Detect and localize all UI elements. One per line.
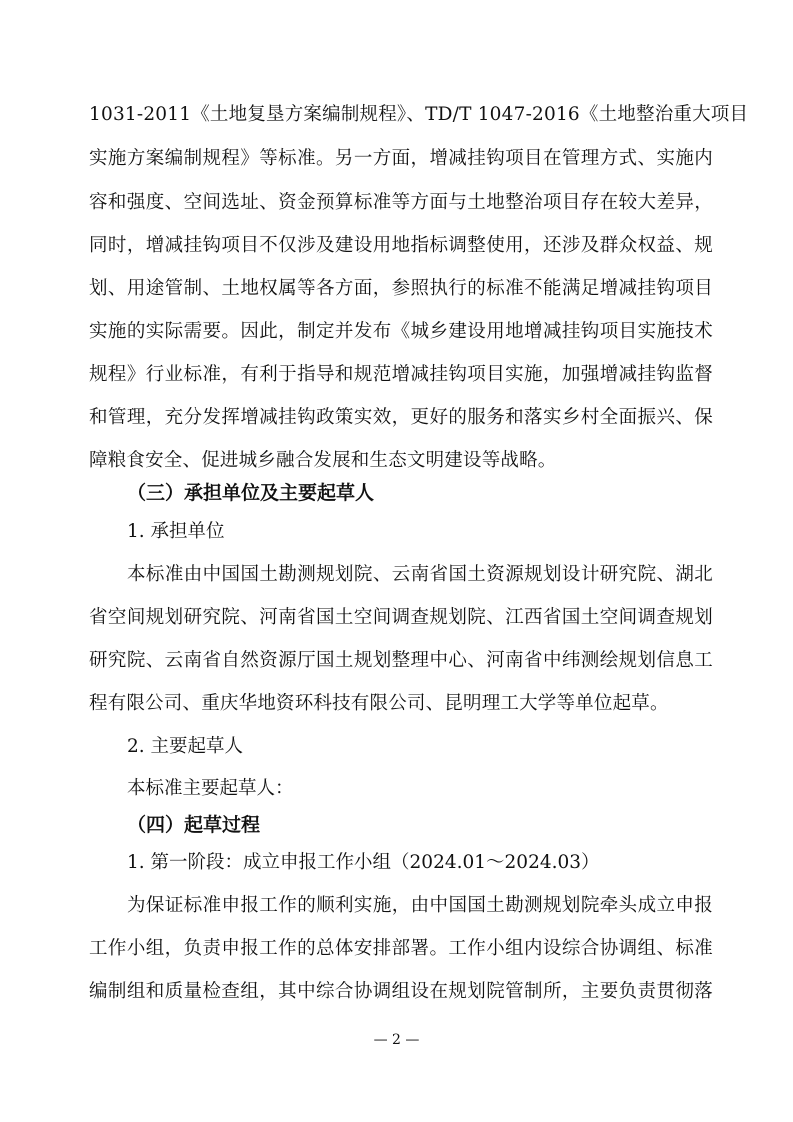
- paragraph-line: 本标准由中国国土勘测规划院、云南省国土资源规划设计研究院、湖北: [127, 564, 713, 585]
- paragraph-line: 省空间规划研究院、河南省国土空间调查规划院、江西省国土空间调查规划: [89, 607, 713, 628]
- paragraph-line: 本标准主要起草人：: [127, 778, 294, 799]
- paragraph-line: 容和强度、空间选址、资金预算标准等方面与土地整治项目存在较大差异，: [89, 192, 713, 213]
- paragraph-line: 实施方案编制规程》等标准。另一方面，增减挂钩项目在管理方式、实施内: [89, 148, 713, 169]
- paragraph-line: 障粮食安全、促进城乡融合发展和生态文明建设等战略。: [89, 450, 557, 471]
- paragraph-line: 工作小组，负责申报工作的总体安排部署。工作小组内设综合协调组、标准: [89, 938, 713, 959]
- page-number: — 2 —: [373, 1032, 420, 1048]
- paragraph-line: 编制组和质量检查组，其中综合协调组设在规划院管制所，主要负责贯彻落: [89, 981, 713, 1002]
- paragraph-line: 和管理，充分发挥增减挂钩政策实效，更好的服务和落实乡村全面振兴、保: [89, 407, 713, 428]
- subsection-item: 2. 主要起草人: [127, 736, 244, 757]
- paragraph-line: 划、用途管制、土地权属等各方面，参照执行的标准不能满足增减挂钩项目: [89, 278, 713, 299]
- paragraph-line: 程有限公司、重庆华地资环科技有限公司、昆明理工大学等单位起草。: [89, 693, 669, 714]
- section-heading: （三）承担单位及主要起草人: [127, 482, 375, 504]
- paragraph-line: 规程》行业标准，有利于指导和规范增减挂钩项目实施，加强增减挂钩监督: [89, 364, 713, 385]
- paragraph-line: 1031-2011《土地复垦方案编制规程》、TD/T 1047-2016《土地整治重大项目: [89, 104, 749, 125]
- paragraph-line: 实施的实际需要。因此，制定并发布《城乡建设用地增减挂钩项目实施技术: [89, 321, 713, 342]
- subsection-item: 1. 第一阶段：成立申报工作小组（2024.01～2024.03）: [127, 852, 600, 873]
- paragraph-line: 研究院、云南省自然资源厅国土规划整理中心、河南省中纬测绘规划信息工: [89, 650, 713, 671]
- paragraph-line: 同时，增减挂钩项目不仅涉及建设用地指标调整使用，还涉及群众权益、规: [89, 235, 713, 256]
- subsection-item: 1. 承担单位: [127, 521, 225, 542]
- paragraph-line: 为保证标准申报工作的顺利实施，由中国国土勘测规划院牵头成立申报: [127, 895, 713, 916]
- section-heading: （四）起草过程: [127, 814, 261, 836]
